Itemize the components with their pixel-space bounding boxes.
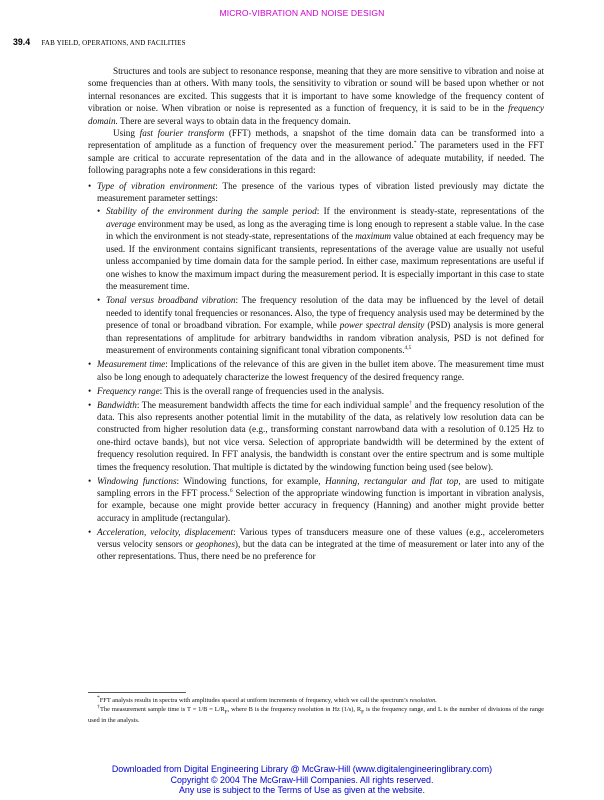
footnotes [88,694,544,726]
section-title: FAB YIELD, OPERATIONS, AND FACILITIES [41,39,186,47]
page-folio [13,37,186,47]
paragraph: Structures and tools are subject to resonance response, meaning that they are more sensitive to vibration and noise at some frequencies than at others. With many tools, the sensitivity to vibration or sound will be based upon whether or not internal resonances are excited. This suggests that it is important to have some knowledge of the frequency content of vibration or noise. When vibration or noise is represented as a function of frequency, it is said to be in the frequency domain. There are several ways to obtain data in the frequency domain. [88,66,544,126]
list-item: • Measurement time: Implications of the relevance of this are given in the bullet item above. The measurement time must also be long enough to adequately characterize the lowest frequency of the desired frequency range. [88,358,544,383]
footnote-divider [88,692,186,693]
body-text [88,65,544,564]
copyright-line: Copyright © 2004 The McGraw-Hill Companies. All rights reserved. [170,774,434,785]
footnote: *FFT analysis results in spectra with amplitudes spaced at uniform increments of frequency, which we call the spectrum’s resolution. [97,694,437,704]
list-item: • Windowing functions: Windowing functions, for example, Hanning, rectangular and flat top, are used to mitigate sampling errors in the FFT process.$^6$ Selection of the appropriate windowing function is important in vibration analysis, for example, because one might provide better accuracy in frequency (Hanning) and another might provide better accuracy in amplitude (rectangular). [88,475,544,525]
sub-list [97,205,544,356]
footnote: †The measurement sample time is $T = 1/B = L/R_F$, where B is the frequency resolution in Hz (1/s), $R_F$ is the frequency range, and L is the number of divisions of the range used in the analysis. [88,704,544,725]
running-header: MICRO-VIBRATION AND NOISE DESIGN [219,8,385,18]
paragraph: Using fast fourier transform (FFT) methods, a snapshot of the time domain data can be transformed into a representation of amplitude as a function of frequency over the measurement period.* The parameters used in the FFT sample are critical to accurate representation of the data and in the allowance of adequate mutability, if needed. The following paragraphs note a few considerations in this regard: [88,128,545,176]
list-item: • Tonal versus broadband vibration: The frequency resolution of the data may be influenced by the level of detail needed to identify tonal frequencies or resonances. Also, the type of frequency analysis used may be determined by the presence of tonal or broadband vibration. For example, while power spectral density (PSD) analysis is more general than representations of amplitude for arbitrary bandwidths in random vibration analysis, PSD is not defined for measurement of environments containing significant tonal vibration components.$^{4,5}$ [97,294,544,356]
page-number: 39.4 [13,37,31,47]
consideration-list [88,180,544,563]
list-item: • Type of vibration environment: The presence of the various types of vibration listed previously may dictate the measurement parameter settings: • Stability of the environment during the sample period: If the environment is steady-state, representations of the average environment may be used, as long as the averaging time is long enough to represent a stable value. In the case in which the environment is not steady-state, representations of the maximum value obtained at each frequency may be used. If the environment contains significant transients, representations of the average value are usually not useful unless accompanied by time domain data for the sample period. In either case, maximum representations are useful if one wishes to know the maximum impact during the measurement period. It is especially important in this case to state the measurement time. • Tonal versus broadband vibration: The frequency resolution of the data may be influenced by the level of detail needed to identify tonal frequencies or resonances. Also, the type of frequency analysis used may be determined by the presence of tonal or broadband vibration. For example, while power spectral density (PSD) analysis is more general than representations of amplitude for arbitrary bandwidths in random vibration analysis, PSD is not defined for measurement of environments containing significant tonal vibration components.$^{4,5}$ [88,180,544,357]
list-item: • Bandwidth: The measurement bandwidth affects the time for each individual sample† and the frequency resolution of the data. This also represents another potential limit in the mutability of the data, as relatively low resolution data can be constructed from higher resolution data (e.g., transforming constant narrowband data with a resolution of 0.125 Hz to one-third octave bands), but not vice versa. Selection of appropriate bandwidth will be determined by the extent of frequency resolution required. In FFT analysis, the bandwidth is constant over the entire spectrum and is some multiple times the frequency resolution. That multiple is dictated by the windowing function being used (see below). [88,399,544,473]
download-notice [0,764,604,796]
list-item: • Stability of the environment during the sample period: If the environment is steady-state, representations of the average environment may be used, as long as the averaging time is long enough to represent a stable value. In the case in which the environment is not steady-state, representations of the maximum value obtained at each frequency may be used. If the environment contains significant transients, representations of the average value are usually not useful unless accompanied by time domain data for the sample period. In either case, maximum representations are useful if one wishes to know the maximum impact during the measurement period. It is especially important in this case to state the measurement time. [97,205,544,292]
list-item: • Frequency range: This is the overall range of frequencies used in the analysis. [88,385,544,397]
list-item: • Acceleration, velocity, displacement: Various types of transducers measure one of these values (e.g., accelerometers versus velocity sensors or geophones), but the data can be integrated at the time of measurement or later into any of the other representations. Thus, there need be no preference for [88,526,544,563]
download-link[interactable]: Downloaded from Digital Engineering Library @ McGraw-Hill (www.digitalengineeringlibrary.com) [111,764,493,774]
terms-of-use-line[interactable]: Any use is subject to the Terms of Use as given at the website. [179,785,425,795]
